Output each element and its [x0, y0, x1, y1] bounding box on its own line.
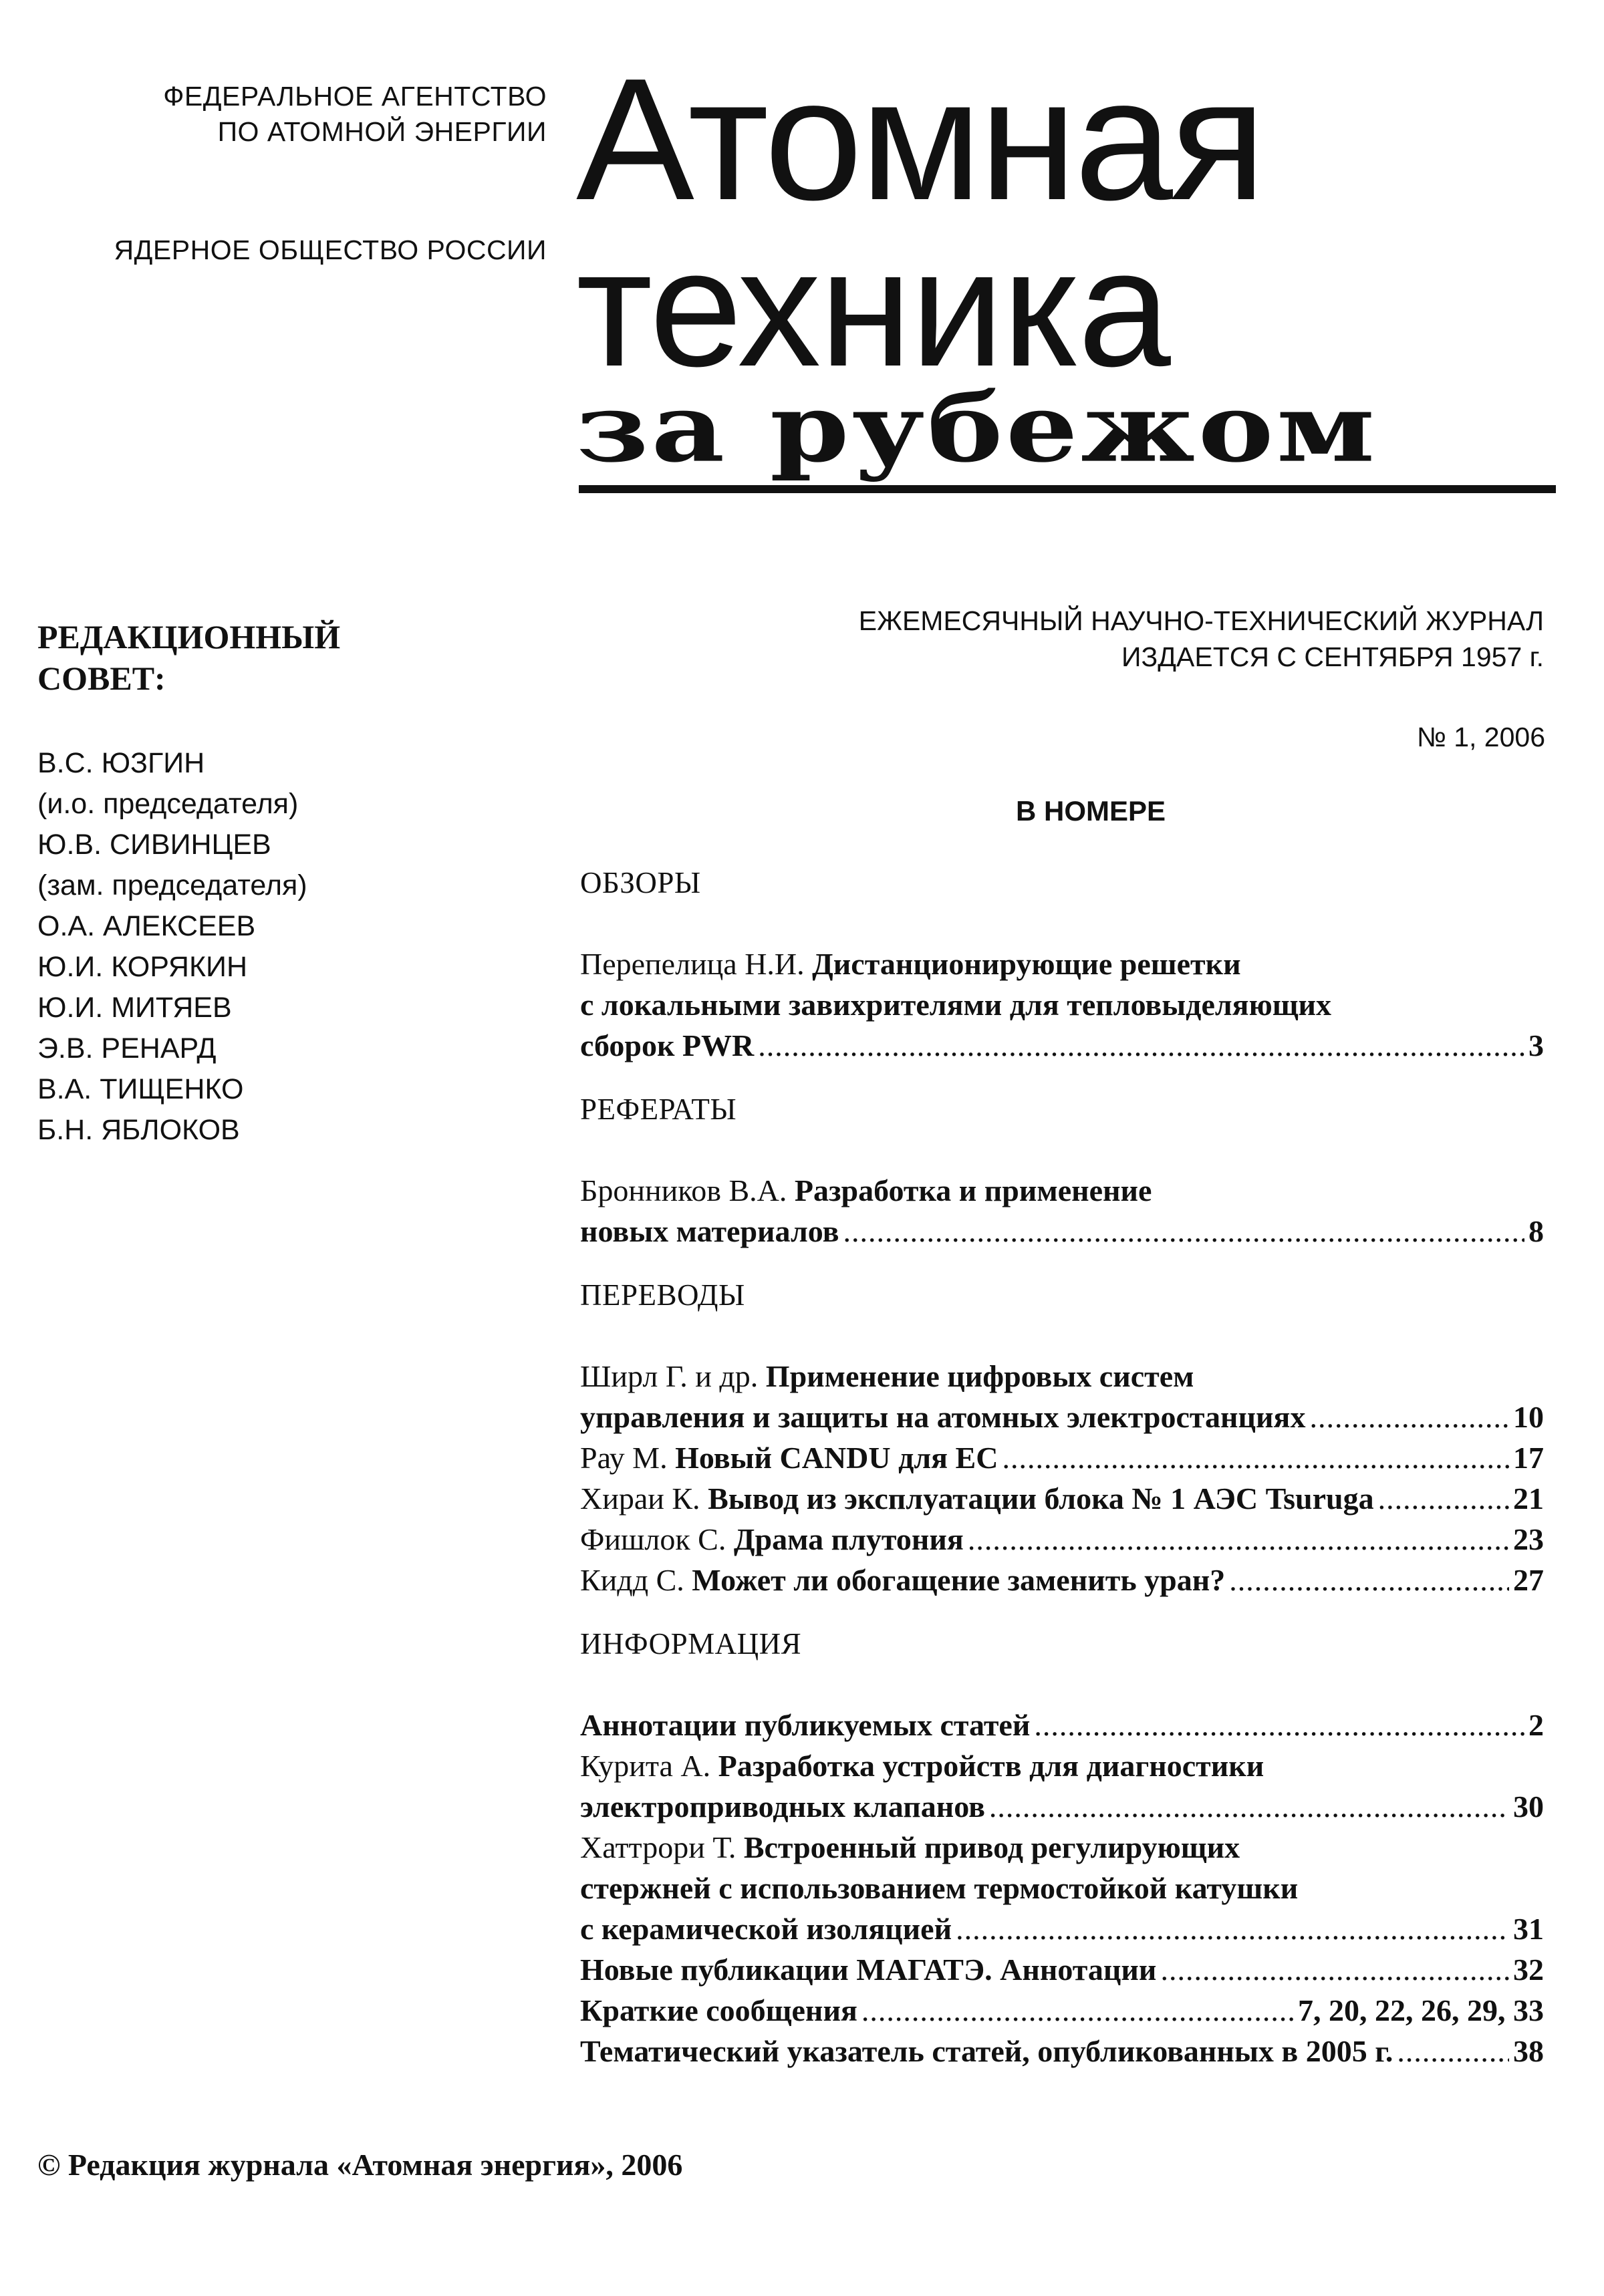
- toc-entry-text: [580, 1705, 1030, 1745]
- toc-author: Курита А.: [580, 1749, 718, 1783]
- toc-leader-dots: [1397, 2031, 1509, 2071]
- toc-entry[interactable]: [580, 1519, 1544, 1560]
- publisher-line-1: ФЕДЕРАЛЬНОЕ АГЕНТСТВО: [163, 81, 547, 112]
- toc-entry-text: [580, 1560, 1225, 1600]
- toc-entry[interactable]: [580, 1478, 1544, 1519]
- in-issue-heading: В НОМЕРЕ: [1016, 795, 1166, 827]
- toc-article-title: электроприводных клапанов: [580, 1789, 985, 1824]
- toc-page-number: 31: [1513, 1912, 1544, 1946]
- masthead-line-1: Атомная: [576, 43, 1264, 237]
- toc-section-title: РЕФЕРАТЫ: [580, 1093, 737, 1126]
- toc-entry-line: [580, 1949, 1544, 1990]
- toc-entry-line: [580, 1908, 1544, 1949]
- toc-page-number: 2: [1528, 1708, 1544, 1742]
- toc-article-title: управления и защиты на атомных электростанциях: [580, 1400, 1306, 1434]
- toc-leader-dots: [956, 1908, 1509, 1949]
- journal-type: ЕЖЕМЕСЯЧНЫЙ НАУЧНО-ТЕХНИЧЕСКИЙ ЖУРНАЛ: [858, 605, 1544, 636]
- toc-entry-text: [580, 1437, 998, 1478]
- toc-entry-line: [580, 984, 1544, 1025]
- toc-entry-text: [580, 1170, 1152, 1211]
- toc-leader-dots: [1229, 1560, 1509, 1600]
- board-members: [37, 743, 307, 1151]
- toc-entry-line: [580, 1437, 1544, 1478]
- toc-entry[interactable]: [580, 944, 1544, 1066]
- toc-entry-text: [580, 984, 1331, 1025]
- toc-page-number: 27: [1513, 1563, 1544, 1597]
- toc-leader-dots: [1034, 1705, 1524, 1745]
- toc-entry[interactable]: [580, 1949, 1544, 1990]
- board-member: В.А. ТИЩЕНКО: [37, 1073, 244, 1105]
- toc-section-title: ИНФОРМАЦИЯ: [580, 1627, 802, 1661]
- toc-article-title: с керамической изоляцией: [580, 1912, 952, 1946]
- board-member: В.С. ЮЗГИН: [37, 747, 205, 779]
- table-of-contents: [580, 862, 1544, 2094]
- toc-entry-line: [580, 1519, 1544, 1560]
- toc-page-number: 32: [1513, 1953, 1544, 1987]
- toc-entry-line: [580, 1025, 1544, 1066]
- toc-entry-text: [580, 1478, 1374, 1519]
- toc-article-title: сборок PWR: [580, 1028, 755, 1062]
- board-member: (зам. председателя): [37, 869, 307, 901]
- toc-section-title: ОБЗОРЫ: [580, 866, 701, 899]
- toc-leader-dots: [843, 1211, 1524, 1252]
- toc-author: Хаттрори Т.: [580, 1830, 744, 1864]
- toc-article-title: Новые публикации МАГАТЭ. Аннотации: [580, 1953, 1157, 1987]
- publisher-line-2: ПО АТОМНОЙ ЭНЕРГИИ: [217, 116, 547, 147]
- toc-article-title: Тематический указатель статей, опубликованных в 2005 г.: [580, 2034, 1393, 2068]
- toc-entry-line: [580, 1560, 1544, 1600]
- toc-author: Ширл Г. и др.: [580, 1359, 766, 1393]
- toc-entry[interactable]: [580, 1705, 1544, 1745]
- toc-article-title: Может ли обогащение заменить уран?: [692, 1563, 1226, 1597]
- toc-page-number: 23: [1513, 1522, 1544, 1556]
- toc-author: Рау М.: [580, 1441, 676, 1475]
- toc-entry[interactable]: [580, 1356, 1544, 1437]
- toc-entry[interactable]: [580, 2031, 1544, 2071]
- toc-page-number: 38: [1513, 2034, 1544, 2068]
- toc-page-number: 8: [1528, 1214, 1544, 1248]
- toc-entry-text: [580, 944, 1241, 984]
- toc-page-number: 10: [1513, 1400, 1544, 1434]
- toc-page-number: 3: [1528, 1028, 1544, 1062]
- toc-entry-line: [580, 1745, 1544, 1786]
- toc-entry-text: [580, 1827, 1240, 1868]
- masthead-rule: [579, 485, 1556, 493]
- toc-entry-text: [580, 1025, 754, 1066]
- board-member: Б.Н. ЯБЛОКОВ: [37, 1114, 240, 1146]
- toc-entry-text: [580, 1990, 857, 2031]
- toc-entry-line: [580, 1827, 1544, 1868]
- toc-entry-line: [580, 944, 1544, 984]
- toc-author: Перепелица Н.И.: [580, 947, 813, 981]
- toc-entry-line: [580, 1397, 1544, 1437]
- toc-entry-line: [580, 1705, 1544, 1745]
- toc-article-title: Краткие сообщения: [580, 1993, 857, 2027]
- toc-entry-text: [580, 1786, 985, 1827]
- toc-entry[interactable]: [580, 1560, 1544, 1600]
- toc-author: Хираи К.: [580, 1481, 708, 1516]
- toc-entry[interactable]: [580, 1827, 1544, 1949]
- toc-entry-text: [580, 1519, 964, 1560]
- toc-page-number: 7, 20, 22, 26, 29, 33: [1298, 1993, 1544, 2027]
- toc-entry-text: [580, 1745, 1264, 1786]
- toc-entry-line: [580, 2031, 1544, 2071]
- toc-article-title: Новый CANDU для ЕС: [675, 1441, 998, 1475]
- board-member: Э.В. РЕНАРД: [37, 1032, 217, 1064]
- masthead-line-3: за рубежом: [576, 372, 1378, 484]
- toc-entry-text: [580, 1908, 952, 1949]
- toc-article-title: Дистанционирующие решетки: [812, 947, 1241, 981]
- toc-article-title: стержней с использованием термостойкой катушки: [580, 1871, 1299, 1905]
- toc-author: Кидд С.: [580, 1563, 692, 1597]
- journal-since: ИЗДАЕТСЯ С СЕНТЯБРЯ 1957 г.: [1121, 641, 1544, 672]
- toc-leader-dots: [1309, 1397, 1509, 1437]
- toc-article-title: Аннотации публикуемых статей: [580, 1708, 1031, 1742]
- board-member: Ю.В. СИВИНЦЕВ: [37, 829, 271, 861]
- toc-page-number: 17: [1513, 1441, 1544, 1475]
- toc-article-title: новых материалов: [580, 1214, 839, 1248]
- toc-leader-dots: [1378, 1478, 1509, 1519]
- toc-entry-line: [580, 1478, 1544, 1519]
- toc-entry-text: [580, 1211, 839, 1252]
- toc-entry-line: [580, 1786, 1544, 1827]
- board-member: (и.о. председателя): [37, 788, 299, 820]
- toc-section-title: ПЕРЕВОДЫ: [580, 1278, 745, 1312]
- toc-entry[interactable]: [580, 1437, 1544, 1478]
- toc-entry-line: [580, 1868, 1544, 1908]
- masthead-line-2: техника: [576, 214, 1170, 401]
- toc-page-number: 21: [1513, 1481, 1544, 1516]
- toc-leader-dots: [989, 1786, 1509, 1827]
- toc-entry[interactable]: [580, 1990, 1544, 2031]
- toc-entry-text: [580, 1949, 1156, 1990]
- board-member: Ю.И. КОРЯКИН: [37, 951, 247, 983]
- toc-author: Фишлок С.: [580, 1522, 734, 1556]
- toc-leader-dots: [1002, 1437, 1509, 1478]
- board-member: Ю.И. МИТЯЕВ: [37, 992, 232, 1024]
- toc-entry-line: [580, 1356, 1544, 1397]
- toc-entry-text: [580, 2031, 1393, 2071]
- toc-author: Бронников В.А.: [580, 1173, 795, 1207]
- publisher-agency: [163, 79, 547, 150]
- toc-entry[interactable]: [580, 1745, 1544, 1827]
- copyright: © Редакция журнала «Атомная энергия», 2006: [37, 2148, 683, 2182]
- toc-entry-text: [580, 1397, 1305, 1437]
- toc-article-title: Встроенный привод регулирующих: [743, 1830, 1240, 1864]
- toc-article-title: с локальными завихрителями для тепловыделяющих: [580, 988, 1332, 1022]
- toc-leader-dots: [1160, 1949, 1509, 1990]
- toc-article-title: Разработка и применение: [794, 1173, 1152, 1207]
- board-member: О.А. АЛЕКСЕЕВ: [37, 910, 256, 942]
- board-title: РЕДАКЦИОННЫЙ СОВЕТ:: [37, 618, 341, 697]
- toc-leader-dots: [968, 1519, 1509, 1560]
- toc-article-title: Драма плутония: [733, 1522, 964, 1556]
- publisher-society: ЯДЕРНОЕ ОБЩЕСТВО РОССИИ: [114, 235, 547, 265]
- toc-entry-text: [580, 1868, 1298, 1908]
- toc-leader-dots: [758, 1025, 1524, 1066]
- toc-article-title: Применение цифровых систем: [765, 1359, 1194, 1393]
- toc-article-title: Разработка устройств для диагностики: [718, 1749, 1264, 1783]
- toc-page-number: 30: [1513, 1789, 1544, 1824]
- toc-entry-line: [580, 1990, 1544, 2031]
- toc-leader-dots: [861, 1990, 1294, 2031]
- toc-entry[interactable]: [580, 1170, 1544, 1252]
- toc-entry-line: [580, 1211, 1544, 1252]
- toc-article-title: Вывод из эксплуатации блока № 1 АЭС Tsuruga: [708, 1481, 1374, 1516]
- issue-number: № 1, 2006: [1416, 722, 1545, 752]
- toc-entry-text: [580, 1356, 1194, 1397]
- toc-entry-line: [580, 1170, 1544, 1211]
